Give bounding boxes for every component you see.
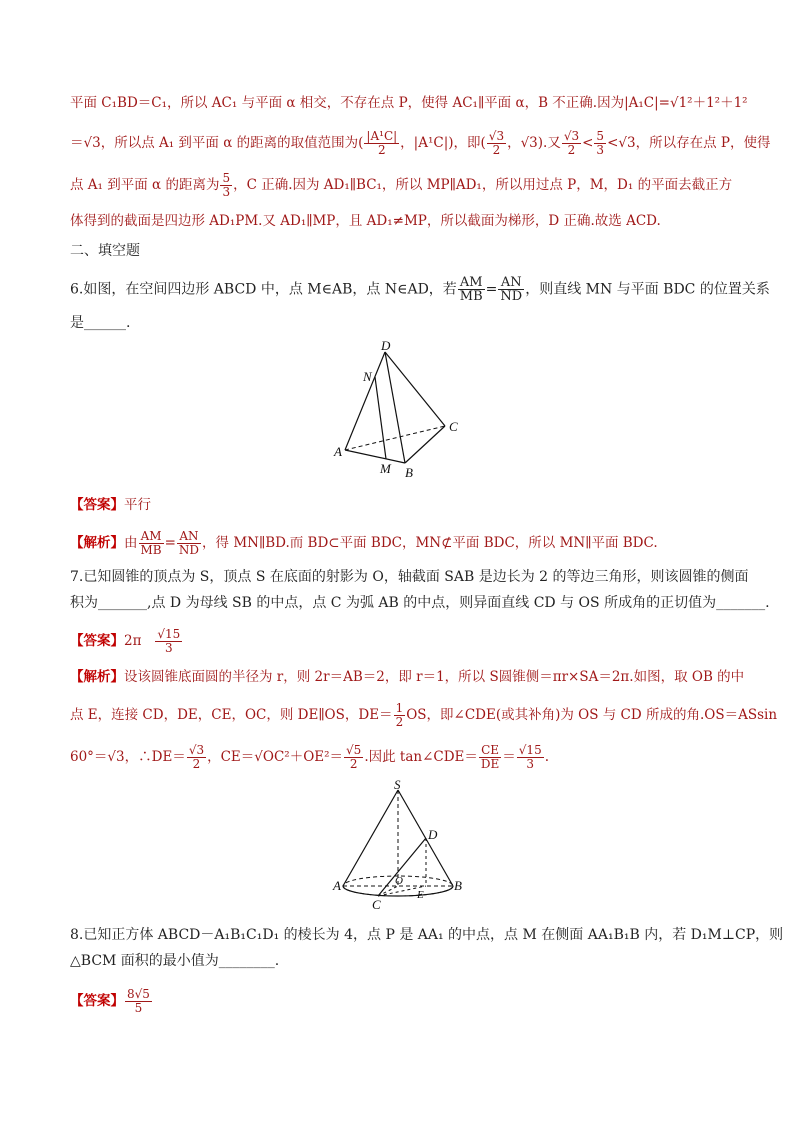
label-E: E	[417, 889, 424, 901]
prev-solution-line-3: 点 A₁ 到平面 α 的距离为 $\frac{5}{3}$ ，C 正确.因为 AD₁∥BC₁，所以 MP∥AD₁，所以用过点 P，M，D₁ 的平面去截正方	[70, 171, 733, 199]
section-title: 二、填空题	[70, 243, 140, 259]
q6-analysis: 【解析】由 $\frac{AM}{MB}$ = $\frac{AN}{ND}$ ，得 MN∥BD.而 BD⊂平面 BDC，MN⊄平面 BDC，所以 MN∥平面 BDC.	[70, 529, 658, 557]
label-A: A	[334, 444, 342, 459]
label-D: D	[428, 827, 438, 842]
label-B: B	[454, 878, 462, 893]
cone-figure	[330, 778, 470, 913]
label-B: B	[405, 465, 413, 480]
q8-stem-line-1: 8.已知正方体 ABCD－A₁B₁C₁D₁ 的棱长为 4，点 P 是 AA₁ 的中点，点 M 在侧面 AA₁B₁B 内，若 D₁M⊥CP，则	[70, 927, 784, 943]
label-S: S	[394, 778, 401, 792]
q6-stem-line-1: 6.如图，在空间四边形 ABCD 中，点 M∈AB，点 N∈AD，若 $\frac{AM}{MB}$ = $\frac{AN}{ND}$ ，则直线 MN 与平面 BDC 的位置关系	[70, 275, 770, 304]
q7-analysis-line-2: 点 E，连接 CD，DE，CE，OC，则 DE∥OS，DE＝ $\frac{1}{2}$ OS，即∠CDE(或其补角)为 OS 与 CD 所成的角.OS＝ASsin	[70, 701, 778, 729]
q6-answer: 【答案】平行	[70, 497, 151, 513]
q7-stem-line-1: 7.已知圆锥的顶点为 S，顶点 S 在底面的射影为 O，轴截面 SAB 是边长为 2 的等边三角形，则该圆锥的侧面	[70, 569, 749, 585]
q7-analysis-line-3: 60°＝√3，∴DE＝ $\frac{√3}{2}$ ，CE＝√OC²＋OE²＝ $\frac{√5}{2}$ .因此 tan∠CDE＝ $\frac{CE}{DE}$ ＝ $\frac{√15}{3}$ .	[70, 743, 549, 771]
label-A: A	[333, 878, 341, 893]
label-C: C	[449, 419, 458, 434]
q7-analysis-line-1: 【解析】设该圆锥底面圆的半径为 r，则 2r＝AB＝2，即 r＝1，所以 S圆锥侧＝πr×SA＝2π.如图，取 OB 的中	[70, 669, 745, 685]
label-C: C	[372, 897, 381, 912]
q8-stem-line-2: △BCM 面积的最小值为________.	[70, 953, 280, 969]
q7-stem-line-2: 积为_______,点 D 为母线 SB 的中点，点 C 为弧 AB 的中点，则异面直线 CD 与 OS 所成角的正切值为_______.	[70, 595, 770, 611]
q8-answer: 【答案】 $\frac{8√5}{5}$	[70, 987, 150, 1015]
label-D: D	[381, 338, 391, 353]
label-M: M	[380, 461, 391, 476]
prev-solution-line-4: 体得到的截面是四边形 AD₁PM.又 AD₁∥MP，且 AD₁≠MP，所以截面为梯形，D 正确.故选 ACD.	[70, 213, 661, 229]
q7-answer: 【答案】2π $\frac{√15}{3}$	[70, 627, 181, 655]
label-O: O	[395, 875, 403, 887]
tetrahedron-figure	[325, 335, 475, 485]
prev-solution-line-1: 平面 C₁BD＝C₁，所以 AC₁ 与平面 α 相交，不存在点 P，使得 AC₁∥平面 α，B 不正确.因为|A₁C|=√1²＋1²＋1²	[70, 95, 748, 111]
q6-stem-line-2: 是______.	[70, 315, 131, 331]
prev-solution-line-2: ＝√3，所以点 A₁ 到平面 α 的距离的取值范围为( $\frac{\text{|A¹C|}}{2}$ ，|A¹C|)，即( $\frac{√3}{2}$ ，√3).又 $\frac{√3}{2}$ < $\frac{5}{3}$ <√3，所以存在点 P，使得	[70, 129, 771, 157]
label-N: N	[363, 369, 372, 384]
